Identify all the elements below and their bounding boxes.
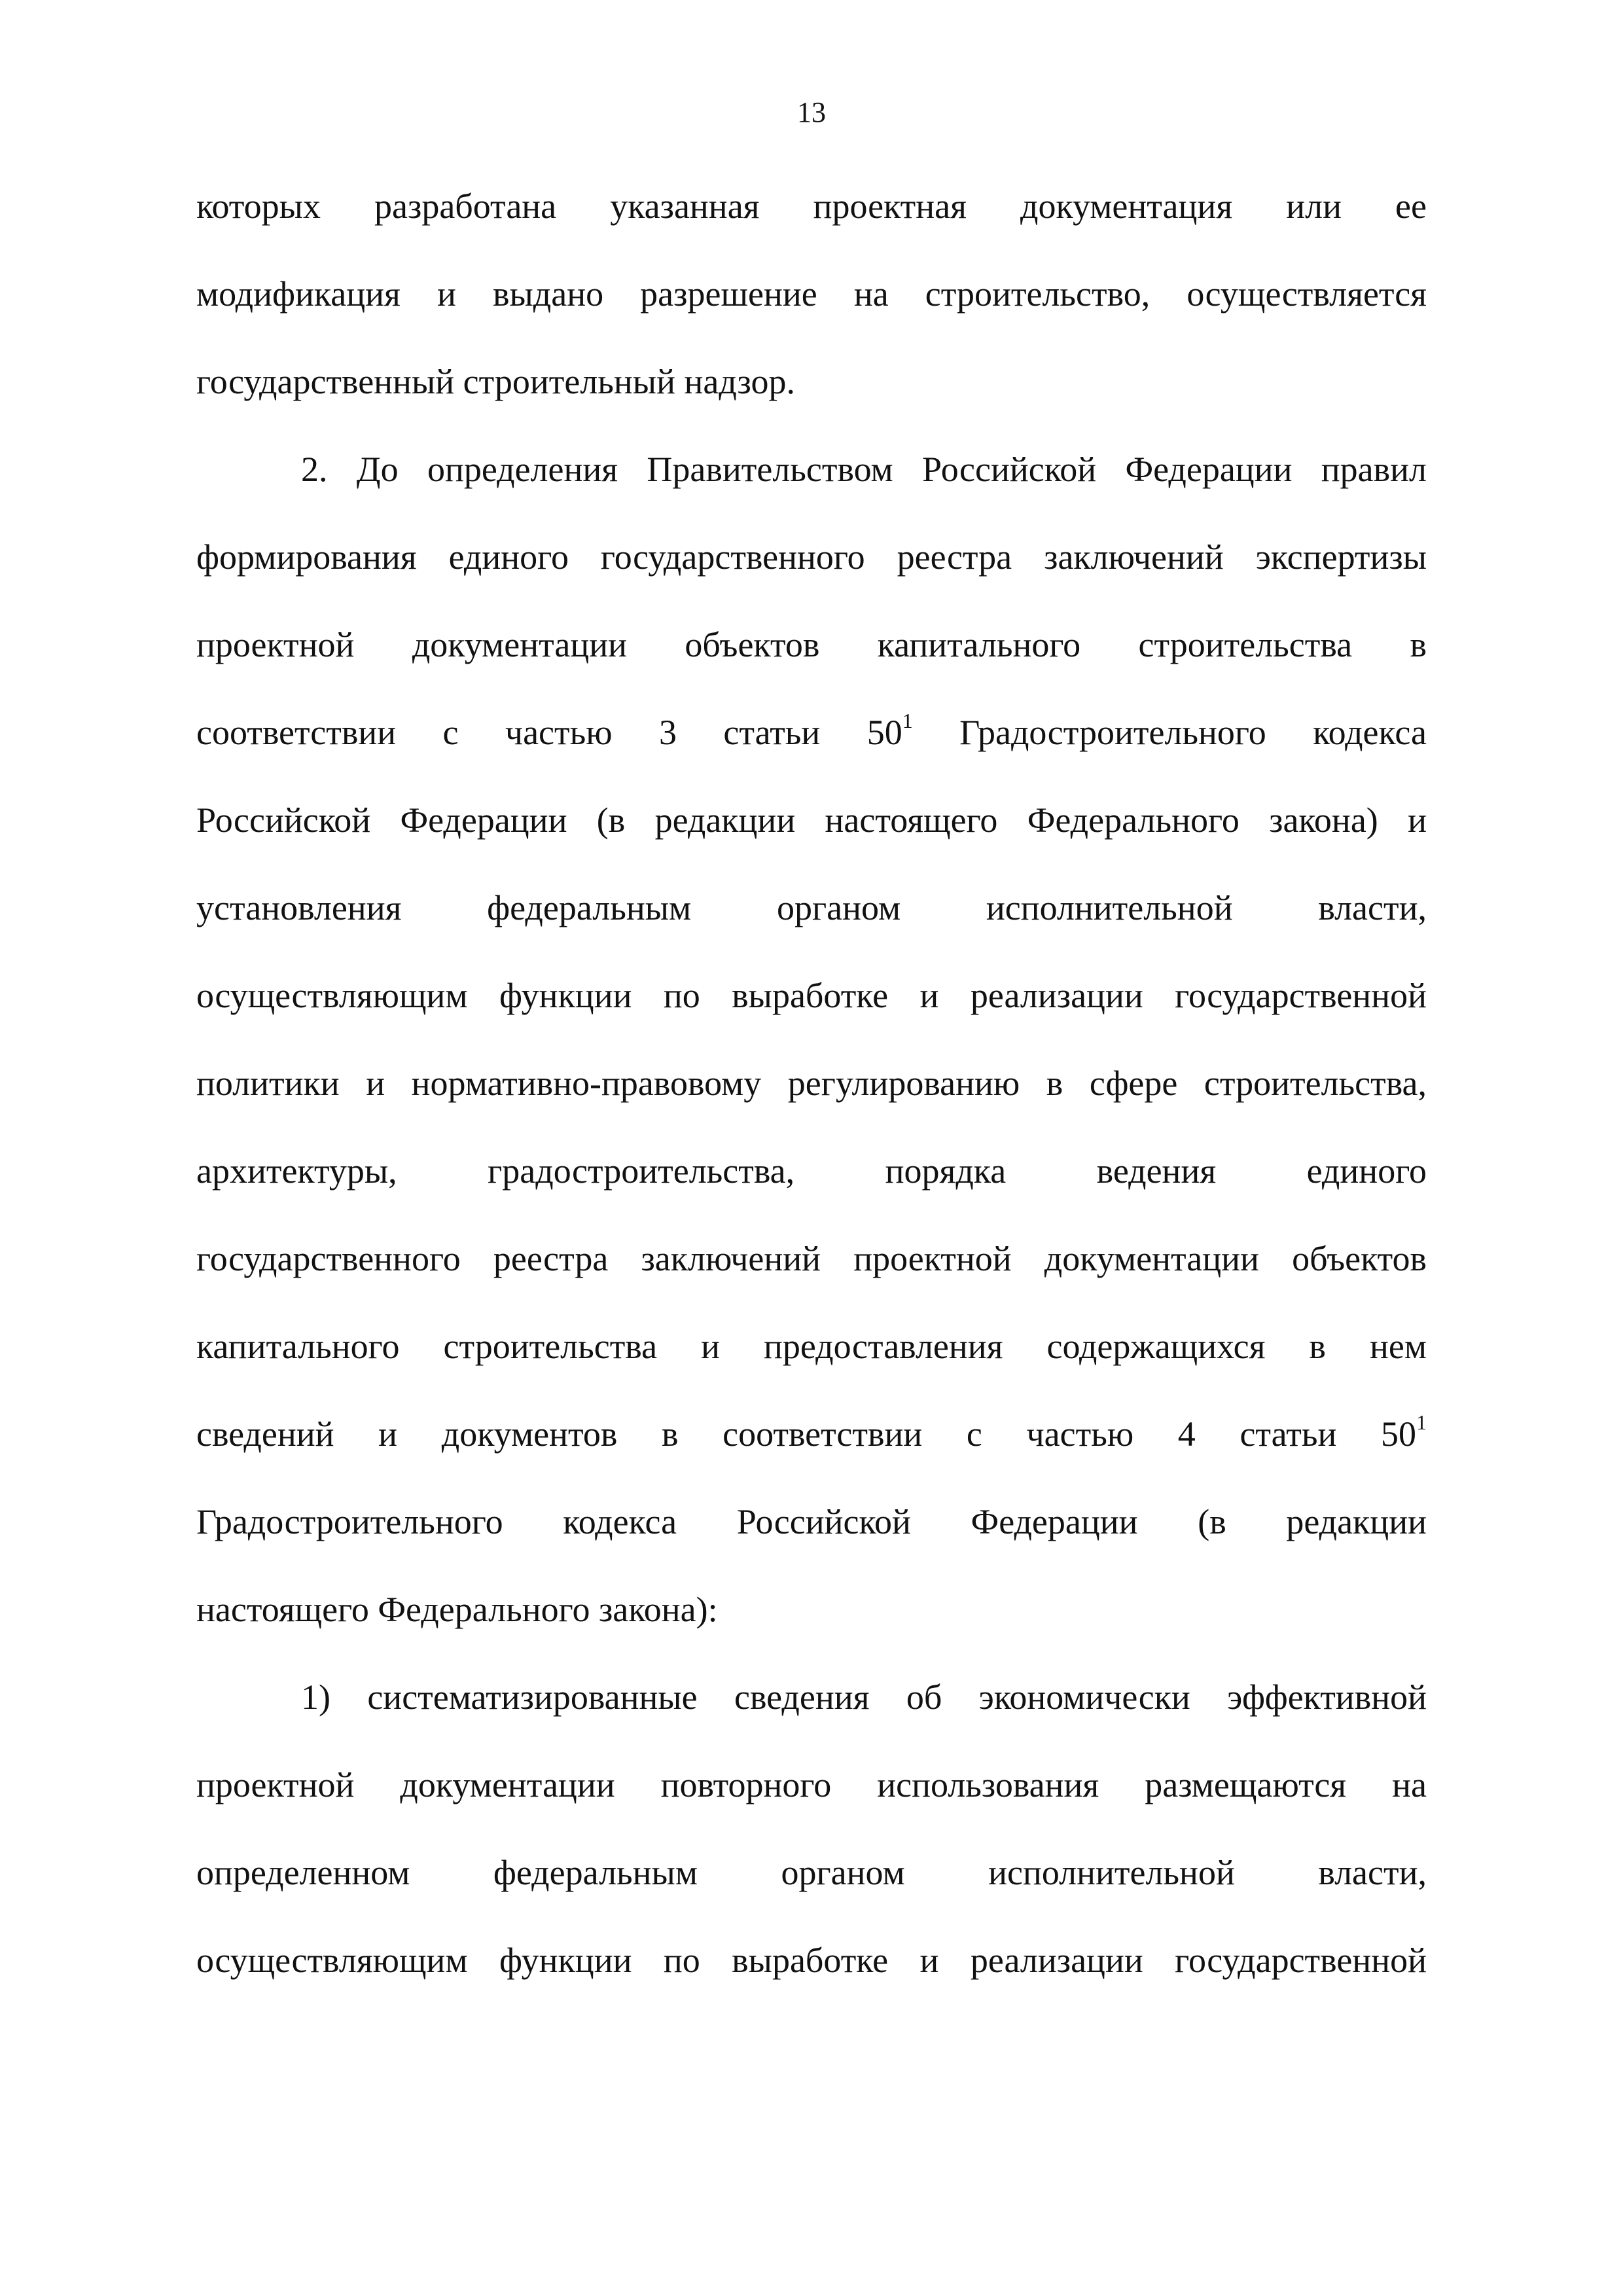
- text-line: которых разработана указанная проектная документация или ее: [196, 187, 1427, 226]
- text-line: настоящего Федерального закона):: [196, 1590, 718, 1629]
- text-fragment: соответствии с частью 3 статьи 50: [196, 713, 902, 752]
- text-line-with-superscript: [196, 689, 1427, 776]
- text-line: государственного реестра заключений проектной документации объектов: [196, 1239, 1427, 1278]
- text-line: проектной документации объектов капитального строительства в: [196, 625, 1427, 664]
- text-line: 2. До определения Правительством Российской Федерации правил: [301, 450, 1427, 489]
- superscript: 1: [902, 709, 913, 732]
- page-number: 13: [797, 96, 826, 128]
- text-line: государственный строительный надзор.: [196, 362, 795, 401]
- text-line: осуществляющим функции по выработке и реализации государственной: [196, 1941, 1427, 1980]
- text-line: капитального строительства и предоставления содержащихся в нем: [196, 1327, 1427, 1366]
- text-line: Градостроительного кодекса Российской Федерации (в редакции: [196, 1502, 1427, 1541]
- text-line: установления федеральным органом исполнительной власти,: [196, 888, 1427, 927]
- text-line: модификация и выдано разрешение на строительство, осуществляется: [196, 274, 1427, 314]
- document-body: [196, 162, 1427, 2004]
- text-fragment: Градостроительного кодекса: [912, 713, 1427, 752]
- superscript: 1: [1416, 1410, 1427, 1434]
- text-line: 1) систематизированные сведения об экономически эффективной: [301, 1677, 1427, 1717]
- text-line: определенном федеральным органом исполнительной власти,: [196, 1853, 1427, 1892]
- text-line: архитектуры, градостроительства, порядка ведения единого: [196, 1151, 1427, 1191]
- text-line: осуществляющим функции по выработке и реализации государственной: [196, 976, 1427, 1015]
- text-line: проектной документации повторного использования размещаются на: [196, 1765, 1427, 1804]
- text-fragment: сведений и документов в соответствии с частью 4 статьи 50: [196, 1414, 1416, 1454]
- text-line-with-superscript: [196, 1390, 1427, 1478]
- text-line: политики и нормативно-правовому регулированию в сфере строительства,: [196, 1064, 1427, 1103]
- text-line: Российской Федерации (в редакции настоящего Федерального закона) и: [196, 800, 1427, 840]
- text-line: формирования единого государственного реестра заключений экспертизы: [196, 537, 1427, 577]
